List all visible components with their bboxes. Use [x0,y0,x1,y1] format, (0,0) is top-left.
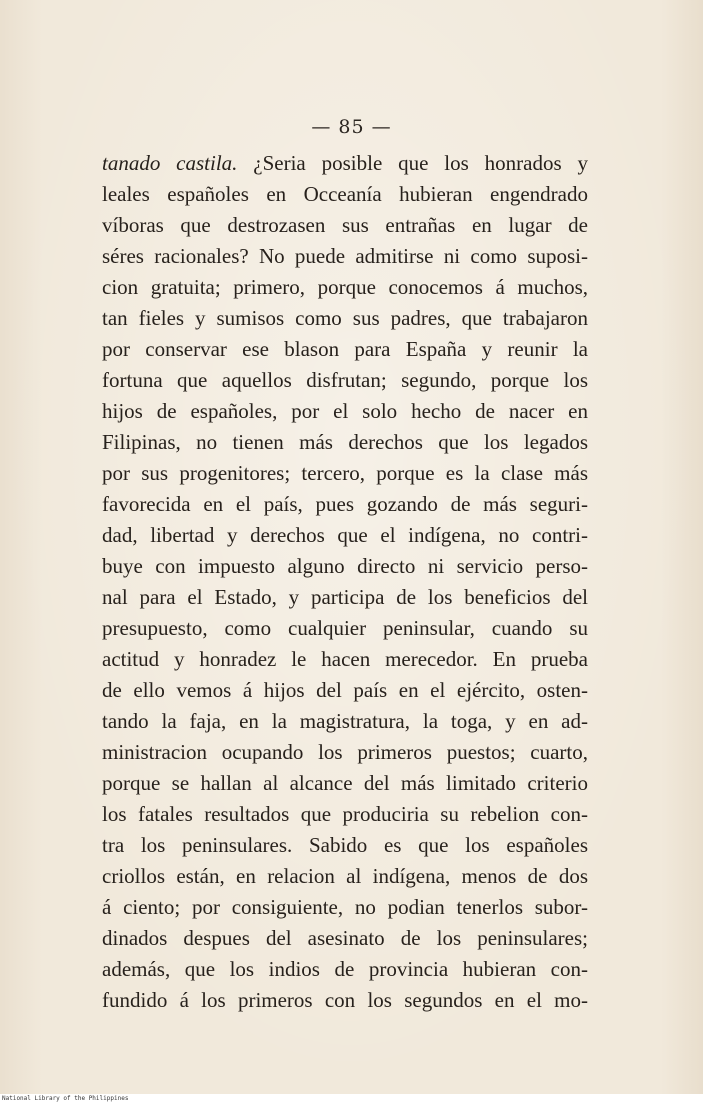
text-line: leales españoles en Occeanía hubieran engendrado [102,182,588,206]
text-line: víboras que destrozasen sus entrañas en lugar de [102,213,588,237]
text-line: dinados despues del asesinato de los peninsulares; [102,926,588,950]
text-line: buye con impuesto alguno directo ni servicio perso- [102,554,588,578]
text-line: ministracion ocupando los primeros puestos; cuarto, [102,740,588,764]
text-line: tan fieles y sumisos como sus padres, que trabajaron [102,306,588,330]
text-line: presupuesto, como cualquier peninsular, cuando su [102,616,588,640]
italic-phrase: tanado castila. [102,151,238,175]
text-line: fundido á los primeros con los segundos en el mo- [102,988,588,1012]
text-line: favorecida en el país, pues gozando de más seguri- [102,492,588,516]
text-line: fortuna que aquellos disfrutan; segundo, porque los [102,368,588,392]
text-line [102,148,588,179]
text-line: por sus progenitores; tercero, porque es la clase más [102,461,588,485]
text-line: dad, libertad y derechos que el indígena, no contri- [102,523,588,547]
library-credit: National Library of the Philippines [2,1095,129,1102]
text-line: cion gratuita; primero, porque conocemos á muchos, [102,275,588,299]
text-line: séres racionales? No puede admitirse ni como suposi- [102,244,588,268]
text-line: á ciento; por consiguiente, no podian tenerlos subor- [102,895,588,919]
text-line: Filipinas, no tienen más derechos que los legados [102,430,588,454]
text-line: hijos de españoles, por el solo hecho de nacer en [102,399,588,423]
text-line: de ello vemos á hijos del país en el ejército, osten- [102,678,588,702]
text-line: por conservar ese blason para España y reunir la [102,337,588,361]
text-line: los fatales resultados que produciria su rebelion con- [102,802,588,826]
text-line-rest: ¿Seria posible que los honrados y [237,151,588,175]
text-line: porque se hallan al alcance del más limitado criterio [102,771,588,795]
page-number: — 85 — [311,116,392,138]
text-line: tando la faja, en la magistratura, la toga, y en ad- [102,709,588,733]
text-line: tra los peninsulares. Sabido es que los españoles [102,833,588,857]
text-line: criollos están, en relacion al indígena, menos de dos [102,864,588,888]
text-line: además, que los indios de provincia hubieran con- [102,957,588,981]
body-text [102,148,588,1016]
text-line: actitud y honradez le hacen merecedor. En prueba [102,647,588,671]
text-line: nal para el Estado, y participa de los beneficios del [102,585,588,609]
